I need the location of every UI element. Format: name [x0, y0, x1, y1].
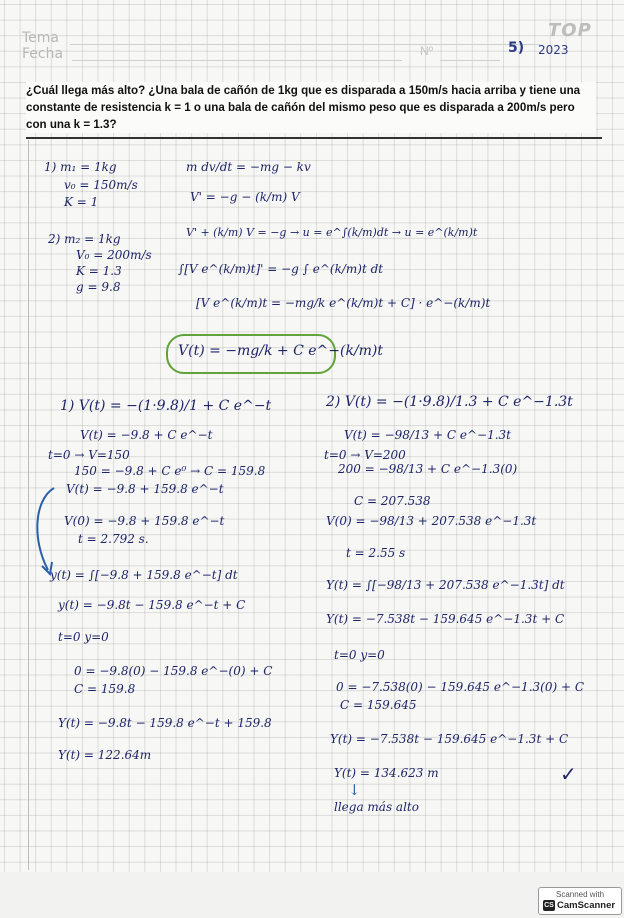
case2-line: C = 207.538	[354, 494, 431, 508]
case2-line: V(0) = −98/13 + 207.538 e^−1.3t	[326, 514, 537, 528]
tema-label: Tema	[22, 30, 60, 46]
derivation-step: V' + (k/m) V = −g → u = e^∫(k/m)dt → u = e^(k/m)t	[186, 226, 478, 239]
case2-line: t=0 y=0	[334, 648, 385, 662]
derivation-step: V' = −g − (k/m) V	[190, 190, 300, 204]
case2-line: 2) V(t) = −(1·9.8)/1.3 + C e^−1.3t	[326, 394, 573, 410]
number-line	[440, 60, 500, 61]
given-1-mass: 1) m₁ = 1kg	[44, 160, 117, 174]
case2-line: t=0 → V=200	[324, 448, 406, 462]
margin-line	[28, 140, 29, 870]
question-text: ¿Cuál llega más alto? ¿Una bala de cañón de 1kg que es disparada a 150m/s hacia arriba y tiene una constante de resistencia k = 1 o una bala de cañón del mismo peso que es disparada a 200m/s pero con una k = 1.3?	[26, 82, 596, 133]
watermark-caption: Scanned with	[555, 890, 605, 899]
given-2-v0: V₀ = 200m/s	[76, 248, 152, 262]
case2-line: Y(t) = −7.538t − 159.645 e^−1.3t + C	[330, 732, 569, 746]
case2-line: 200 = −98/13 + C e^−1.3(0)	[338, 462, 518, 476]
case2-line: Y(t) = ∫[−98/13 + 207.538 e^−1.3t] dt	[326, 578, 565, 592]
case2-line: t = 2.55 s	[346, 546, 406, 560]
case2-line: Y(t) = −7.538t − 159.645 e^−1.3t + C	[326, 612, 565, 626]
date-note: 2023	[538, 43, 569, 57]
camscanner-icon: CS	[544, 902, 554, 909]
brand-logo: TOP	[548, 20, 592, 41]
case1-line: C = 159.8	[74, 682, 136, 696]
camscanner-watermark	[538, 887, 622, 915]
conclusion: llega más alto	[334, 800, 419, 814]
case2-line: V(t) = −98/13 + C e^−1.3t	[344, 428, 511, 442]
case1-line: Y(t) = −9.8t − 159.8 e^−t + 159.8	[58, 716, 272, 730]
case1-result: Y(t) = 122.64m	[58, 748, 152, 762]
given-1-v0: v₀ = 150m/s	[64, 178, 138, 192]
watermark-name: CamScanner	[557, 900, 616, 911]
general-solution: V(t) = −mg/k + C e^−(k/m)t	[178, 343, 384, 359]
case1-line: 1) V(t) = −(1·9.8)/1 + C e^−t	[60, 398, 272, 414]
number-label: Nº	[420, 44, 434, 58]
case2-result: Y(t) = 134.623 m	[334, 766, 439, 780]
tema-line	[70, 44, 540, 45]
case1-line: y(t) = −9.8t − 159.8 e^−t + C	[58, 598, 246, 612]
given-1-k: K = 1	[64, 195, 99, 209]
case1-line: 150 = −9.8 + C e⁰ → C = 159.8	[74, 464, 266, 478]
fecha-line	[72, 60, 402, 61]
derivation-step: m dv/dt = −mg − kv	[186, 160, 311, 174]
case1-line: t=0 y=0	[58, 630, 109, 644]
case2-line: 0 = −7.538(0) − 159.645 e^−1.3(0) + C	[336, 680, 585, 694]
case1-line: V(0) = −9.8 + 159.8 e^−t	[64, 514, 225, 528]
curved-arrow-icon	[30, 484, 60, 580]
given-2-g: g = 9.8	[76, 280, 121, 294]
page-number: 5)	[508, 40, 525, 56]
checkmark-icon: ✓	[560, 762, 577, 786]
case1-line: y(t) = ∫[−9.8 + 159.8 e^−t] dt	[50, 568, 238, 582]
case1-line: t=0 → V=150	[48, 448, 130, 462]
derivation-step: ∫[V e^(k/m)t]' = −g ∫ e^(k/m)t dt	[178, 262, 384, 276]
down-arrow-icon: ↓	[348, 781, 361, 799]
case1-line: t = 2.792 s.	[78, 532, 149, 546]
given-2-mass: 2) m₂ = 1kg	[48, 232, 121, 246]
case2-line: C = 159.645	[340, 698, 417, 712]
case1-line: V(t) = −9.8 + C e^−t	[80, 428, 213, 442]
derivation-step: [V e^(k/m)t = −mg/k e^(k/m)t + C] · e^−(k/m)t	[196, 296, 491, 310]
question-divider	[26, 137, 602, 139]
fecha-label: Fecha	[22, 46, 64, 62]
case1-line: V(t) = −9.8 + 159.8 e^−t	[66, 482, 224, 496]
given-2-k: K = 1.3	[76, 264, 122, 278]
case1-line: 0 = −9.8(0) − 159.8 e^−(0) + C	[74, 664, 273, 678]
